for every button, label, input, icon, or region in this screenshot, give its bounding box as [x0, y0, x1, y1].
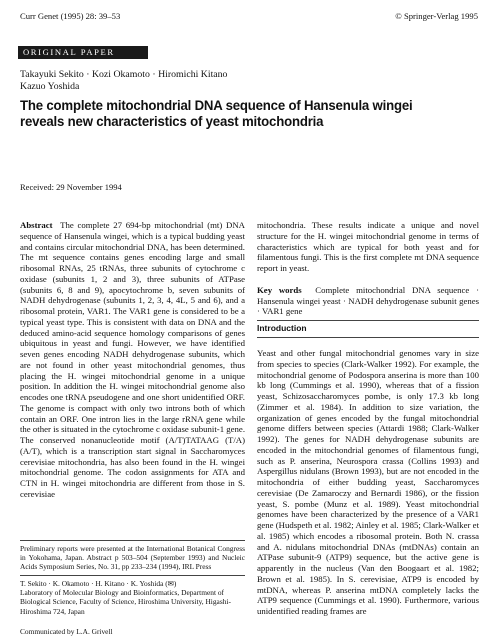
author-line-2: Kazuo Yoshida: [20, 81, 80, 92]
abstract-continued: [257, 220, 479, 317]
introduction-paragraph: Yeast and other fungal mitochondrial genomes vary in size from species to species (Clark-Walker 1992). For example, the mitochondrial genome of Podospora anserina is more than 100 kb long (Cummings et al. 1990), whereas that of a fission yeast, Schizosaccharomyces pombe, is only 17.3 kb long (Zimmer et al. 1984). In addition to size variation, the organization of genes encoded by the fungal mitochondrial genome differs between species (Attardi 1988; Clark-Walker 1992). The genes for NADH dehydrogenase subunits are encoded in the mitochondrial genomes of filamentous fungi, such as P. anserina, Neurospora crassa (Collins 1993) and Aspergillus nidulans (Brown 1993), but are not encoded in the mitochondria of either budding yeast, Saccharomyces cerevisiae (De Zamaroczy and Bernardi 1986), or the fission yeast, S. pombe (Munz et al. 1989). Yeast mitochondrial genomes have been characterized by the presence of a VAR1 gene (Hudspeth et al. 1982; Ainley et al. 1985; Clark-Walker et al. 1985) which encodes a ribosomal protein. Both N. crassa and A. nidulans mitochondrial DNAs (mtDNAs) contain an ATPase subunit-9 (ATP9) sequence, but the active gene is apparently in the nucleus (Van den Boogaart et al. 1982; Brown et al. 1985). In S. cerevisiae, ATP9 is encoded by mtDNA, whereas P. anserina mtDNA completely lacks the ATP9 sequence (Cummings et al. 1990). Furthermore, various unidentified reading frames are: [257, 348, 479, 616]
article-title: The complete mitochondrial DNA sequence of Hansenula wingei reveals new characteristics of yeast mitochondria: [20, 98, 413, 130]
keywords-text: Complete mitochondrial DNA sequence · Hansenula wingei yeast · NADH dehydrogenase subunit genes · VAR1 gene: [257, 284, 479, 317]
article-type-banner: ORIGINAL PAPER: [18, 46, 148, 59]
copyright-notice: © Springer-Verlag 1995: [395, 11, 478, 21]
footnote-affiliation: [20, 579, 245, 616]
journal-citation: Curr Genet (1995) 28: 39–53: [20, 11, 121, 21]
affiliation-authors: T. Sekito · K. Okamoto · H. Kitano · K. Yoshida (✉): [20, 579, 177, 588]
affiliation-address: Laboratory of Molecular Biology and Bioinformatics, Department of Biological Science, Faculty of Science, Hiroshima University, Higashi-Hiroshima 724, Japan: [20, 588, 231, 616]
abstract-block: [20, 220, 245, 500]
abstract-label: Abstract: [20, 220, 53, 230]
section-rule-top: [257, 320, 479, 321]
section-rule-bottom: [257, 337, 479, 338]
introduction-text: [257, 348, 479, 617]
received-date: Received: 29 November 1994: [20, 182, 122, 192]
abstract-continued-text: mitochondria. These results indicate a unique and novel structure for the H. wingei mitochondrial genome in terms of characteristics which are typical for both yeast and for filamentous fungi. This is the first complete mt DNA sequence report in yeast.: [257, 220, 479, 273]
footnote-divider: [20, 540, 245, 541]
keywords-label: Key words: [257, 284, 302, 295]
author-line-1: Takayuki Sekito · Kozi Okamoto · Hiromichi Kitano: [20, 69, 228, 80]
author-list: [20, 69, 320, 93]
communicated-by: Communicated by L.A. Grivell: [20, 627, 113, 636]
abstract-text: The complete 27 694-bp mitochondrial (mt) DNA sequence of Hansenula wingei, which is a typical budding yeast and contains circular mitochondrial DNA, has been determined. The mt sequence contains genes encoding large and small ribosomal RNAs, 25 tRNAs, three subunits of cytochrome c oxidase (subunits 1, 2 and 3), three subunits of ATPase (subunits 6, 8 and 9), apocytochrome b, seven subunits of NADH dehydrogenase (subunits 1, 2, 3, 4, 4L, 5 and 6), and a ribosomal protein, VAR1. The VAR1 gene is considered to be a typical yeast type. This is consistent with data on DNA and the deduced amino-acid sequence homology comparisons of genes ubiquitous in yeast and fungi. However, we have identified seven genes encoding NADH dehydrogenase subunits, which are not found in other yeast mitochondrial genomes, thus placing the H. wingei mitochondrial genome in a unique position. In addition the H. wingei mitochondrial genome also encodes one tRNA pseudogene and one short unidentified ORF. The genome is compact with only two introns both of which contain an ORF. One intron lies in the large rRNA gene while the other is situated in the cytochrome c oxidase subunit-1 gene. The conserved nonanucleotide motif (A/T)TATAAG (T/A)(A/T), which is a transcription start signal in Saccharomyces cerevisiae mitochondria, has also been found in the H. wingei mitochondrial genome. The codon assignments for ATA and CTN in H. wingei mitochondria are different from those in S. cerevisiae: [20, 220, 245, 499]
footnote-divider-2: [20, 575, 245, 576]
footnote-preliminary: Preliminary reports were presented at the International Botanical Congress in Yokohama, Japan. Abstract p 503–504 (September 1993) and Nucleic Acids Symposium Series, No. 31, pp 233–234 (1994), IRL Press: [20, 544, 245, 572]
section-heading-introduction: Introduction: [257, 323, 307, 333]
